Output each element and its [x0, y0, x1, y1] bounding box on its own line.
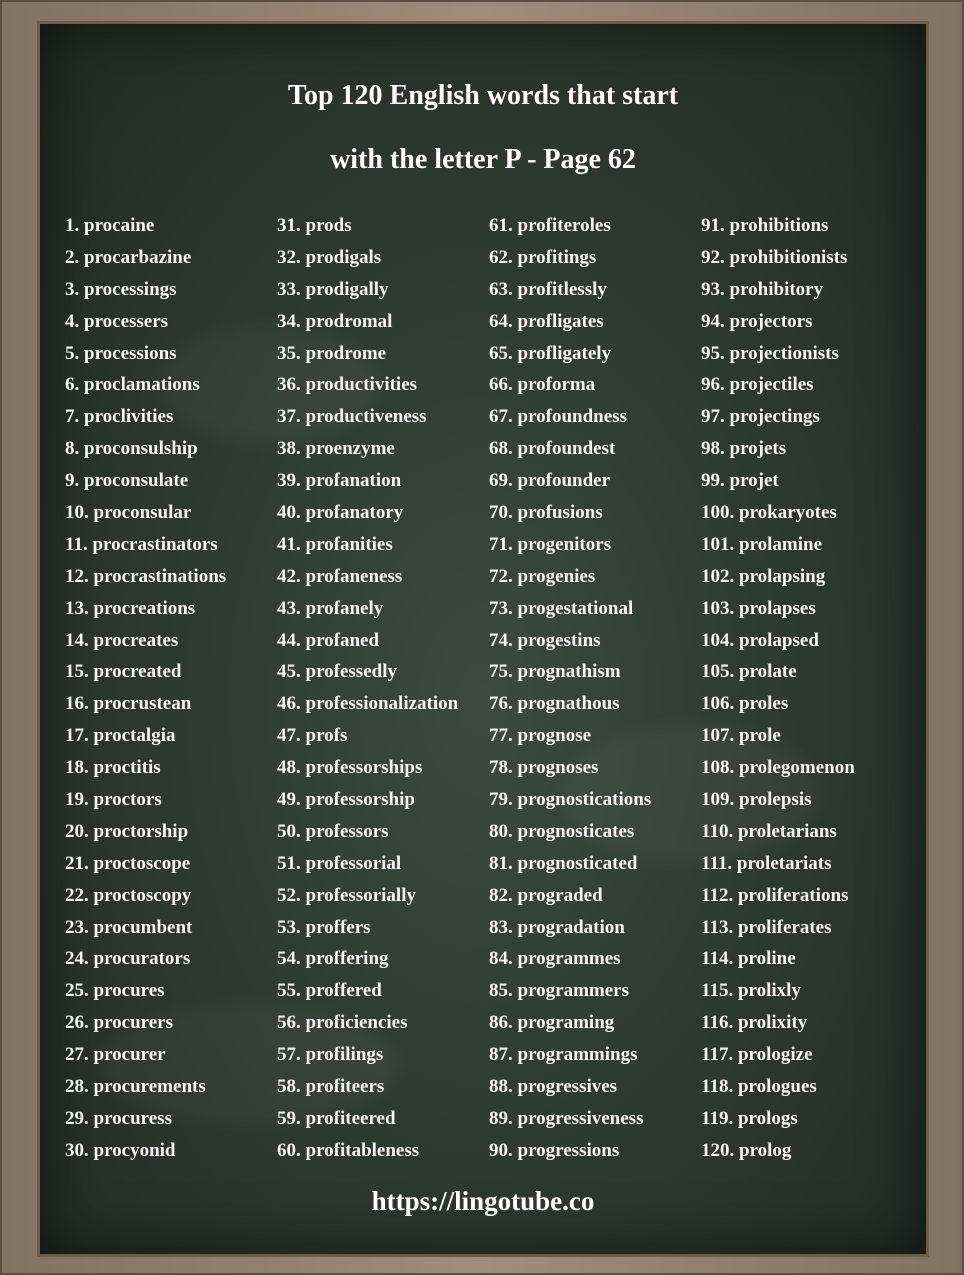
word-list-item: 116. prolixity — [701, 1012, 808, 1034]
word-list-item: 99. projet — [701, 470, 779, 492]
word-list-item: 120. prolog — [701, 1139, 792, 1161]
word-list-item: 42. profaneness — [277, 565, 403, 587]
word-list-item: 62. profitings — [489, 246, 597, 268]
word-list-item: 19. proctors — [65, 789, 162, 811]
word-list-item: 30. procyonid — [65, 1139, 176, 1161]
word-list-item: 91. prohibitions — [701, 215, 829, 236]
word-list-item: 12. procrastinations — [65, 565, 227, 587]
word-list-item: 114. proline — [701, 948, 796, 970]
word-list-item: 5. processions — [65, 342, 177, 364]
word-list-item: 21. proctoscope — [65, 852, 191, 874]
word-list-item: 50. professors — [277, 820, 389, 842]
word-list-item: 14. procreates — [65, 629, 179, 651]
word-list-item: 119. prologs — [701, 1107, 798, 1129]
word-list-item: 100. prokaryotes — [701, 502, 837, 524]
word-list-item: 115. prolixly — [701, 980, 801, 1002]
word-list-item: 84. programmes — [489, 948, 621, 970]
word-list-item: 46. professionalization — [277, 693, 459, 715]
word-list-item: 10. proconsular — [65, 502, 192, 524]
word-list-item: 39. profanation — [277, 470, 402, 492]
word-list-item: 15. procreated — [65, 661, 182, 683]
word-list-item: 7. proclivities — [65, 406, 174, 428]
word-list-item: 31. prods — [277, 215, 352, 236]
word-list-item: 23. procumbent — [65, 916, 193, 938]
word-list-item: 86. programing — [489, 1012, 615, 1034]
page-title-line-2: with the letter P - Page 62 — [330, 144, 636, 175]
word-list-item: 16. procrustean — [65, 693, 192, 715]
word-list-item: 68. profoundest — [489, 438, 616, 460]
word-list-item: 38. proenzyme — [277, 438, 395, 460]
word-list-item: 4. processers — [65, 310, 169, 332]
word-list-item: 110. proletarians — [701, 820, 837, 842]
word-list-item: 40. profanatory — [277, 502, 404, 524]
word-column-4 — [701, 210, 855, 1167]
word-list-item: 104. prolapsed — [701, 629, 819, 651]
word-list-item: 65. profligately — [489, 342, 612, 364]
word-list-item: 103. prolapses — [701, 597, 816, 619]
word-list-item: 52. professorially — [277, 884, 416, 906]
word-list-item: 18. proctitis — [65, 757, 161, 779]
word-list-item: 92. prohibitionists — [701, 246, 848, 268]
word-list-item: 76. prognathous — [489, 693, 620, 715]
word-list-item: 79. prognostications — [489, 789, 652, 811]
word-list-item: 11. procrastinators — [65, 533, 218, 555]
word-list-item: 64. profligates — [489, 310, 604, 332]
word-list-item: 89. progressiveness — [489, 1107, 644, 1129]
chalkboard — [40, 24, 926, 1254]
word-column-3 — [489, 210, 651, 1167]
word-list-item: 25. procures — [65, 980, 165, 1002]
word-list-item: 108. prolegomenon — [701, 757, 855, 779]
word-list-item: 8. proconsulship — [65, 438, 198, 460]
word-list-item: 70. profusions — [489, 502, 603, 524]
page-title-line-1: Top 120 English words that start — [287, 80, 679, 111]
word-list-item: 82. prograded — [489, 884, 603, 906]
word-list-item: 94. projectors — [701, 310, 813, 332]
word-list-item: 26. procurers — [65, 1012, 174, 1034]
word-list-item: 43. profanely — [277, 597, 384, 619]
word-list-item: 32. prodigals — [277, 246, 382, 268]
word-list-item: 3. processings — [65, 278, 177, 300]
word-list-item: 71. progenitors — [489, 533, 612, 555]
word-list-item: 13. procreations — [65, 597, 196, 619]
word-list-item: 95. projectionists — [701, 342, 839, 364]
word-list-item: 37. productiveness — [277, 406, 427, 428]
word-list-item: 57. profilings — [277, 1044, 384, 1066]
word-list-item: 66. proforma — [489, 374, 596, 396]
word-list-item: 113. proliferates — [701, 916, 832, 938]
word-list-item: 36. productivities — [277, 374, 418, 396]
word-list-item: 27. procurer — [65, 1044, 166, 1066]
word-list-item: 69. profounder — [489, 470, 611, 492]
word-column-1 — [65, 210, 226, 1167]
word-list-item: 97. projectings — [701, 406, 820, 428]
word-list-item: 102. prolapsing — [701, 565, 826, 587]
word-list-item: 109. prolepsis — [701, 789, 812, 811]
word-list-item: 77. prognose — [489, 725, 592, 747]
word-list-item: 28. procurements — [65, 1076, 206, 1098]
word-list-item: 61. profiteroles — [489, 215, 611, 236]
word-list-item: 29. procuress — [65, 1107, 172, 1129]
word-list-item: 117. prologize — [701, 1044, 813, 1066]
word-list-item: 88. progressives — [489, 1076, 618, 1098]
word-list-item: 93. prohibitory — [701, 278, 824, 300]
word-list-item: 33. prodigally — [277, 278, 389, 300]
word-list-item: 118. prologues — [701, 1076, 817, 1098]
word-list-item: 24. procurators — [65, 948, 191, 970]
word-list-item: 63. profitlessly — [489, 278, 607, 300]
word-list-item: 98. projets — [701, 438, 787, 460]
word-list-item: 107. prole — [701, 725, 781, 747]
word-list-item: 74. progestins — [489, 629, 601, 651]
word-list-item: 90. progressions — [489, 1139, 620, 1161]
word-list-item: 48. professorships — [277, 757, 423, 779]
word-list-item: 54. proffering — [277, 948, 389, 970]
word-list-item: 58. profiteers — [277, 1076, 385, 1098]
word-list-item: 73. progestational — [489, 597, 634, 619]
word-list-item: 20. proctorship — [65, 820, 189, 842]
word-list-item: 81. prognosticated — [489, 852, 638, 874]
word-list-item: 51. professorial — [277, 852, 402, 874]
word-list-item: 45. professedly — [277, 661, 397, 683]
word-list-item: 22. proctoscopy — [65, 884, 192, 906]
word-list-item: 106. proles — [701, 693, 789, 715]
word-list-item: 85. programmers — [489, 980, 630, 1002]
word-list-item: 75. prognathism — [489, 661, 621, 683]
word-list-item: 105. prolate — [701, 661, 797, 683]
word-list-item: 49. professorship — [277, 789, 415, 811]
word-list-item: 112. proliferations — [701, 884, 849, 906]
word-list-item: 83. progradation — [489, 916, 625, 938]
word-list-item: 87. programmings — [489, 1044, 638, 1066]
word-list-item: 80. prognosticates — [489, 820, 635, 842]
word-list-item: 55. proffered — [277, 980, 382, 1002]
word-list-item: 1. procaine — [65, 215, 155, 236]
word-list-item: 2. procarbazine — [65, 246, 192, 268]
word-list-item: 6. proclamations — [65, 374, 200, 396]
word-list-item: 44. profaned — [277, 629, 380, 651]
word-list-item: 17. proctalgia — [65, 725, 176, 747]
footer-url: https://lingotube.co — [371, 1186, 595, 1216]
word-list-item: 78. prognoses — [489, 757, 599, 779]
word-list-item: 96. projectiles — [701, 374, 814, 396]
word-list-item: 34. prodromal — [277, 310, 393, 332]
word-list-item: 56. proficiencies — [277, 1012, 408, 1034]
word-list-item: 47. profs — [277, 725, 348, 747]
word-list-item: 35. prodrome — [277, 342, 387, 364]
word-list-item: 53. proffers — [277, 916, 371, 938]
word-list-item: 9. proconsulate — [65, 470, 189, 492]
word-list-item: 101. prolamine — [701, 533, 823, 555]
word-list-item: 41. profanities — [277, 533, 393, 555]
word-list-item: 111. proletariats — [701, 852, 832, 874]
word-list-item: 60. profitableness — [277, 1139, 420, 1161]
word-column-2 — [277, 210, 458, 1167]
word-list-item: 67. profoundness — [489, 406, 627, 428]
word-list-item: 72. progenies — [489, 565, 596, 587]
word-list-item: 59. profiteered — [277, 1107, 396, 1129]
